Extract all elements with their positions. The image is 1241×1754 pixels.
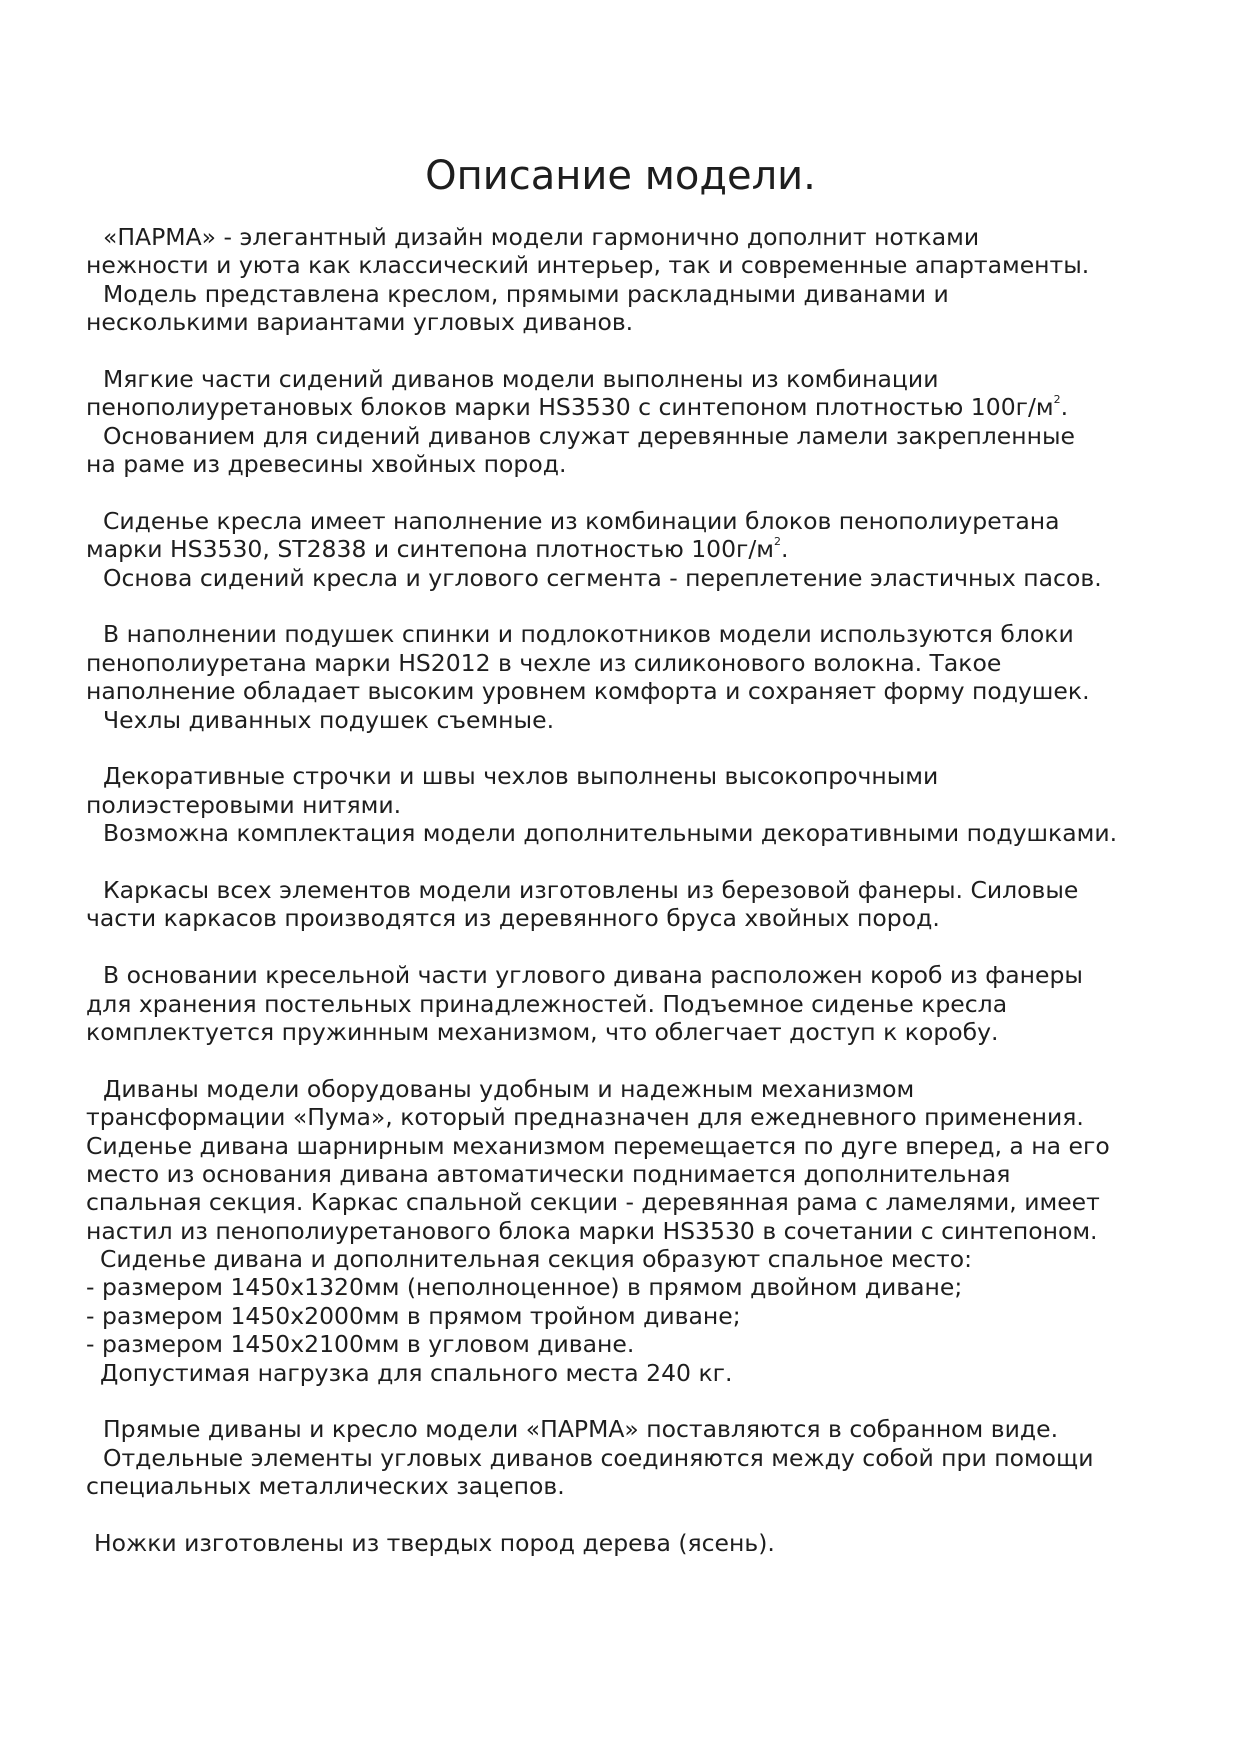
text-line: трансформации «Пума», который предназначен для ежедневного применения. <box>86 1103 1084 1132</box>
paragraph-gap <box>86 848 1196 876</box>
text-line: части каркасов производятся из деревянного бруса хвойных пород. <box>86 904 940 933</box>
text-line: наполнение обладает высоким уровнем комфорта и сохраняет форму подушек. <box>86 677 1090 706</box>
text-line: В наполнении подушек спинки и подлокотников модели используются блоки <box>103 620 1074 649</box>
text-line: специальных металлических зацепов. <box>86 1472 565 1501</box>
text-line: Основа сидений кресла и углового сегмента - переплетение эластичных пасов. <box>103 563 1102 592</box>
paragraph-gap <box>86 479 1196 507</box>
text-segment: пенополиуретановых блоков марки HS3530 с синтепоном плотностью 100г/м <box>86 393 1054 422</box>
text-line: комплектуется пружинным механизмом, что облегчает доступ к коробу. <box>86 1017 999 1046</box>
text-line: место из основания дивана автоматически поднимается дополнительная <box>86 1159 1011 1188</box>
text-line <box>86 393 1196 421</box>
page-title: Описание модели. <box>425 153 816 199</box>
text-line: для хранения постельных принадлежностей. Подъемное сиденье кресла <box>86 989 1008 1018</box>
text-line: Чехлы диванных подушек съемные. <box>103 705 555 734</box>
text-segment: . <box>1060 393 1069 422</box>
text-line: Каркасы всех элементов модели изготовлены из березовой фанеры. Силовые <box>103 875 1079 904</box>
superscript: 2 <box>1053 393 1061 407</box>
text-line <box>86 535 1196 563</box>
text-line: спальная секция. Каркас спальной секции - деревянная рама с ламелями, имеет <box>86 1188 1100 1217</box>
description-body <box>86 223 1196 1557</box>
text-line: Прямые диваны и кресло модели «ПАРМА» поставляются в собранном виде. <box>103 1415 1059 1444</box>
superscript: 2 <box>774 535 782 549</box>
list-item: - размером 1450х1320мм (неполноценное) в прямом двойном диване; <box>86 1273 963 1302</box>
text-line: «ПАРМА» - элегантный дизайн модели гармонично дополнит нотками <box>103 223 980 251</box>
text-line: Отдельные элементы угловых диванов соединяются между собой при помощи <box>103 1443 1094 1472</box>
text-line: В основании кресельной части углового дивана расположен короб из фанеры <box>103 961 1083 990</box>
paragraph-gap <box>86 1046 1196 1074</box>
text-line: Сиденье кресла имеет наполнение из комбинации блоков пенополиуретана <box>103 506 1060 535</box>
list-item: - размером 1450х2100мм в угловом диване. <box>86 1330 635 1359</box>
text-segment: . <box>781 535 789 564</box>
text-line: Возможна комплектация модели дополнительными декоративными подушками. <box>103 819 1118 848</box>
paragraph-gap <box>86 592 1196 620</box>
text-line: Ножки изготовлены из твердых пород дерева (ясень). <box>94 1528 775 1557</box>
paragraph-gap <box>86 933 1196 961</box>
text-line: Сиденье дивана шарнирным механизмом перемещается по дуге вперед, а на его <box>86 1131 1110 1160</box>
text-line: Допустимая нагрузка для спального места 240 кг. <box>100 1358 733 1387</box>
paragraph-gap <box>86 1387 1196 1415</box>
text-segment: марки HS3530, ST2838 и синтепона плотностью 100г/м <box>86 535 775 564</box>
text-line: Основанием для сидений диванов служат деревянные ламели закрепленные <box>103 421 1075 450</box>
paragraph-gap <box>86 1501 1196 1529</box>
paragraph-gap <box>86 734 1196 762</box>
text-line: Сиденье дивана и дополнительная секция образуют спальное место: <box>100 1245 972 1274</box>
text-line: полиэстеровыми нитями. <box>86 790 402 819</box>
text-line: нежности и уюта как классический интерьер, так и современные апартаменты. <box>86 251 1090 280</box>
text-line: Декоративные строчки и швы чехлов выполнены высокопрочными <box>103 762 939 791</box>
list-item: - размером 1450х2000мм в прямом тройном диване; <box>86 1301 741 1330</box>
text-line: Мягкие части сидений диванов модели выполнены из комбинации <box>103 364 939 393</box>
text-line: Диваны модели оборудованы удобным и надежным механизмом <box>103 1074 915 1103</box>
text-line: пенополиуретана марки HS2012 в чехле из силиконового волокна. Такое <box>86 648 1002 677</box>
text-line: на раме из древесины хвойных пород. <box>86 450 567 479</box>
text-line: настил из пенополиуретанового блока марки HS3530 в сочетании с синтепоном. <box>86 1216 1098 1245</box>
text-line: несколькими вариантами угловых диванов. <box>86 308 634 337</box>
paragraph-gap <box>86 337 1196 365</box>
text-line: Модель представлена креслом, прямыми раскладными диванами и <box>103 279 949 308</box>
